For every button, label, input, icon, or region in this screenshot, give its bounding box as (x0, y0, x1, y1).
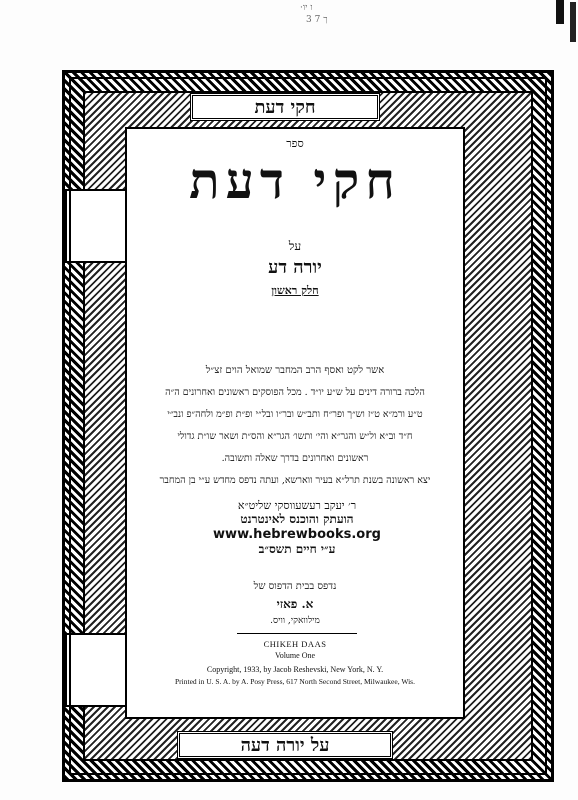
book-title: חקי דעת (189, 151, 401, 210)
body-line: ראשונים ואחרונים בדרך שאלה ותשובה. (221, 453, 369, 464)
left-side-box-lower (65, 633, 127, 707)
al-label: על (288, 239, 302, 253)
bottom-banner-text: על יורה דעה (240, 734, 330, 756)
edge-tick (570, 2, 576, 42)
printer-name: א. פאזי (276, 597, 314, 611)
author-line: אשר לקט ואסף הרב המחבר שמואל הוים זצ״ל (205, 365, 385, 376)
stamp-line-copied: הועתק והוכנס לאינטרנט (240, 512, 354, 526)
title-panel (125, 127, 465, 719)
divider-rule (237, 633, 357, 634)
stamp-line-by: ע״י חיים תשס״ב (258, 542, 336, 556)
publication-line: יצא ראשונה בשנת תרל״א בעיר ווארשא, ועתה נדפס מחדש ע״י בן המחבר (159, 475, 431, 486)
english-volume: Volume One (274, 651, 316, 660)
binding-clip (556, 0, 564, 24)
body-line: ח״ד וב״א ול״ש והגר״א והי׳ ותשו׳ הגר״א והס״ת ושאר שו״ת גדולי (177, 431, 413, 442)
volume-label: חלק ראשון (271, 284, 319, 297)
printer-line-1: נדפס בבית הדפוס של (253, 581, 337, 592)
left-side-box-upper (65, 189, 127, 263)
top-banner (190, 93, 380, 121)
bottom-banner (177, 731, 393, 759)
sefer-label: ספר (286, 137, 304, 150)
english-title: CHIKEH DAAS (263, 639, 327, 649)
stamp-line-rabbi: ר׳ יעקב רעשעווסקי שליט״א (237, 499, 357, 512)
printer-city: מילוואקי, וויס. (270, 616, 320, 626)
digitization-stamp (197, 499, 397, 557)
english-copyright: Copyright, 1933, by Jacob Reshevski, New York, N. Y. (206, 665, 384, 674)
top-banner-text: חקי דעת (254, 96, 316, 118)
ornamental-frame (62, 70, 554, 782)
body-line: הלכה ברורה דינים על ש״ע יו״ד . מכל הפוסקים ראשונים ואחרונים ה״ה (165, 387, 425, 398)
scan-mark-small: 3 7 ך (306, 15, 328, 25)
english-printed: Printed in U. S. A. by A. Posy Press, 617 North Second Street, Milwaukee, Wis. (175, 677, 415, 686)
stamp-website: www.hebrewbooks.org (213, 527, 381, 542)
yoreh-deah-label: יורה דע (268, 257, 322, 278)
body-line: ט״ע ורמ״א ט״ז וש״ך ופר״ח ותב״ש ובר״ו ובל״י ופ״ת ופ״מ ולחה״פ ונב״י (167, 409, 423, 420)
scan-mark-top: ·ו יו (300, 3, 313, 13)
